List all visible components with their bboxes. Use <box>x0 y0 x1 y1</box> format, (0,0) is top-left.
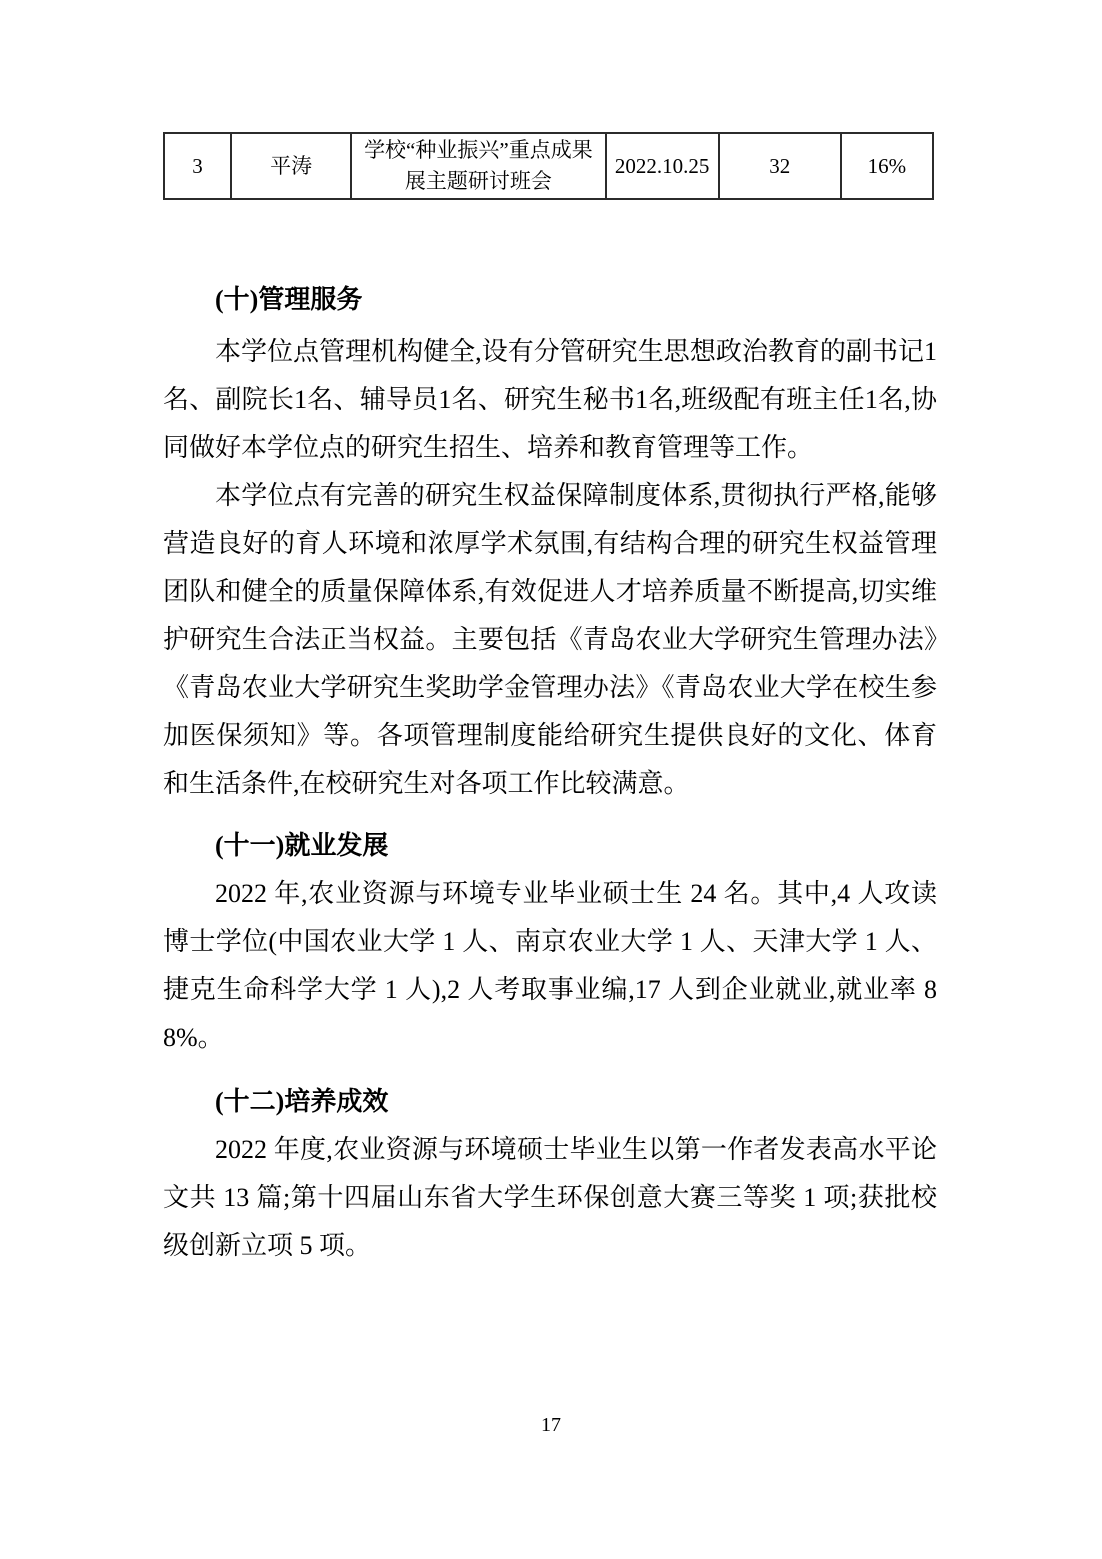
cell-date: 2022.10.25 <box>606 133 719 199</box>
cell-index: 3 <box>164 133 231 199</box>
cell-count: 32 <box>719 133 841 199</box>
section-heading: (十)管理服务 <box>215 285 363 314</box>
cell-activity: 学校“种业振兴”重点成果展主题研讨班会 <box>351 133 605 199</box>
section-management-service <box>163 276 937 808</box>
section-training-results <box>163 1078 937 1270</box>
cell-percent: 16% <box>841 133 933 199</box>
section-heading: (十二)培养成效 <box>215 1087 389 1116</box>
paragraph: 2022 年,农业资源与环境专业毕业硕士生 24 名。其中,4 人攻读博士学位(中国农业大学 1 人、南京农业大学 1 人、天津大学 1 人、捷克生命科学大学 1 人),2 人考取事业编,17 人到企业就业,就业率 88%。 <box>163 879 937 1052</box>
section-heading: (十一)就业发展 <box>215 831 389 860</box>
paragraph: 2022 年度,农业资源与环境硕士毕业生以第一作者发表高水平论文共 13 篇;第十四届山东省大学生环保创意大赛三等奖 1 项;获批校级创新立项 5 项。 <box>163 1135 937 1260</box>
table-row <box>164 133 933 199</box>
cell-person: 平涛 <box>231 133 351 199</box>
paragraph: 本学位点管理机构健全,设有分管研究生思想政治教育的副书记1名、副院长1名、辅导员1名、研究生秘书1名,班级配有班主任1名,协同做好本学位点的研究生招生、培养和教育管理等工作。 <box>163 337 937 462</box>
page-number: 17 <box>541 1414 561 1436</box>
paragraph: 本学位点有完善的研究生权益保障制度体系,贯彻执行严格,能够营造良好的育人环境和浓厚学术氛围,有结构合理的研究生权益管理团队和健全的质量保障体系,有效促进人才培养质量不断提高,切实维护研究生合法正当权益。主要包括《青岛农业大学研究生管理办法》《青岛农业大学研究生奖助学金管理办法》《青岛农业大学在校生参加医保须知》等。各项管理制度能给研究生提供良好的文化、体育和生活条件,在校研究生对各项工作比较满意。 <box>163 481 937 798</box>
page-content <box>163 0 937 1270</box>
section-employment-development <box>163 822 937 1062</box>
activity-table <box>163 132 934 200</box>
